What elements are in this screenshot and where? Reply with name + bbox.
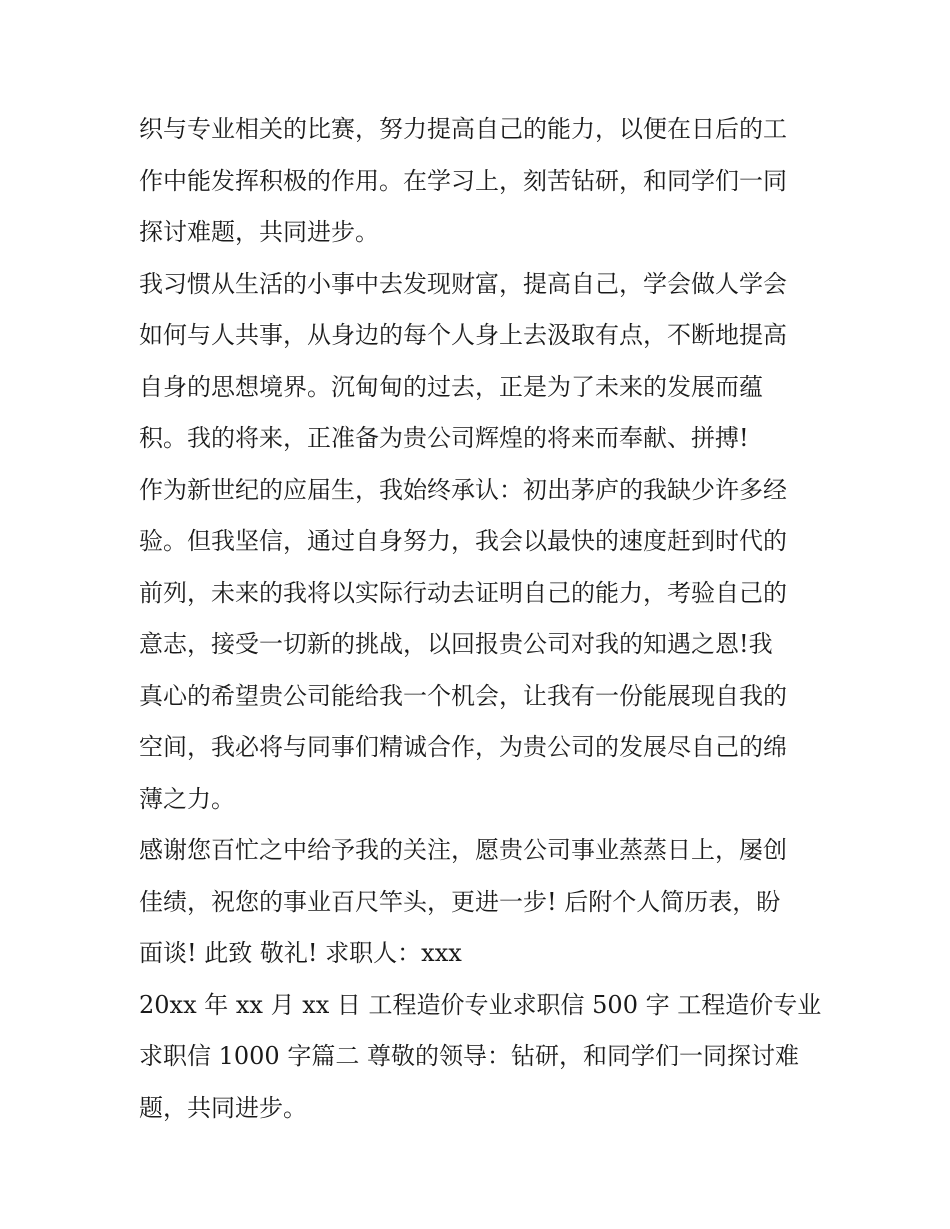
text-line: 佳绩，祝您的事业百尺竿头，更进一步! 后附个人简历表，盼 (139, 887, 781, 916)
text-line: 意志，接受一切新的挑战，以回报贵公司对我的知遇之恩!我 (139, 630, 773, 658)
text-line: 我习惯从生活的小事中去发现财富，提高自己，学会做人学会 (139, 269, 787, 298)
text-line: 20xx 年 xx 月 xx 日 工程造价专业求职信 500 字 工程造价专业 (139, 990, 822, 1019)
text-line: 探讨难题，共同进步。 (139, 218, 379, 246)
text-line: 作为新世纪的应届生，我始终承认：初出茅庐的我缺少许多经 (139, 475, 787, 504)
text-line: 自身的思想境界。沉甸甸的过去，正是为了未来的发展而蕴 (139, 372, 763, 401)
text-line: 作中能发挥积极的作用。在学习上，刻苦钻研，和同学们一同 (139, 166, 787, 195)
text-line: 真心的希望贵公司能给我一个机会，让我有一份能展现自我的 (139, 681, 787, 710)
text-line: 前列，未来的我将以实际行动去证明自己的能力，考验自己的 (139, 578, 787, 607)
text-line: 题，共同进步。 (139, 1093, 307, 1122)
text-line: 薄之力。 (139, 784, 235, 813)
body-text (139, 104, 822, 1134)
text-line: 感谢您百忙之中给予我的关注，愿贵公司事业蒸蒸日上，屡创 (139, 836, 787, 864)
text-line: 求职信 1000 字篇二 尊敬的领导：钻研，和同学们一同探讨难 (139, 1042, 799, 1070)
text-line: 积。我的将来，正准备为贵公司辉煌的将来而奉献、拼搏! (139, 424, 749, 452)
text-line: 面谈! 此致 敬礼! 求职人：xxx (139, 939, 462, 967)
text-line: 织与专业相关的比赛，努力提高自己的能力，以便在日后的工 (139, 115, 787, 143)
text-line: 空间，我必将与同事们精诚合作，为贵公司的发展尽自己的绵 (139, 733, 787, 761)
text-line: 验。但我坚信，通过自身努力，我会以最快的速度赶到时代的 (139, 527, 787, 555)
text-line: 如何与人共事，从身边的每个人身上去汲取有点，不断地提高 (139, 321, 787, 349)
